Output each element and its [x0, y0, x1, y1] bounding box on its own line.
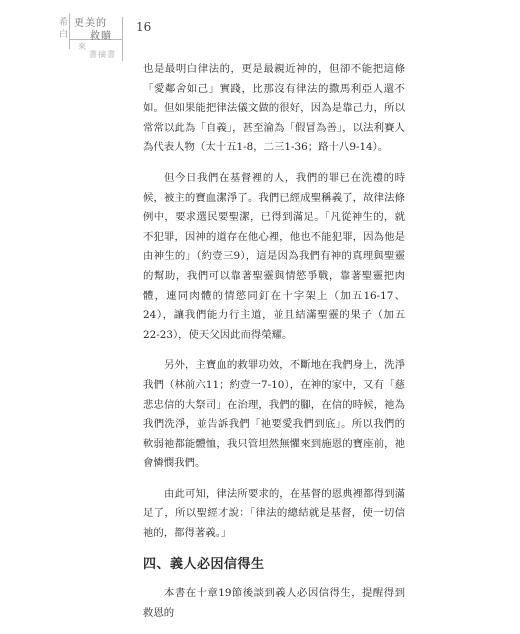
paragraph: 也是最明白律法的，更是最親近神的，但卻不能把這條「愛鄰舍如己」實踐，比那沒有律法的撒馬利亞人還不如。但如果能把律法儀文做的很好，因為是靠己力，所以常常以此為「自義」，甚至淪為「假冒為善」，以法利賽人為代表人物（太十五1-8，二三1-36；路十八9-14）。	[143, 63, 405, 154]
page-number: 16	[136, 20, 152, 34]
logo-text: 更美的	[74, 18, 107, 29]
header-logo	[56, 9, 176, 59]
logo-divider-right	[122, 17, 123, 61]
logo-text: 書摘書	[89, 50, 116, 59]
logo-divider-vertical	[69, 13, 70, 49]
paragraph: 本書在十章19節後談到義人必因信得生，提醒得到救恩的	[143, 587, 405, 619]
paragraph: 由此可知，律法所要求的，在基督的恩典裡都得到滿足了，所以聖經才說：「律法的總結就是基督，使一切信祂的，都得著義。」	[143, 487, 405, 540]
logo-text: 救贖	[90, 31, 112, 42]
logo-text: 希	[59, 18, 69, 28]
logo-text: 來	[78, 42, 86, 51]
section-heading: 四、義人必因信得生	[143, 556, 265, 572]
paragraph: 但今日我們在基督裡的人，我們的罪已在洗禮的時候，被主的寶血潔淨了。我們已經成聖稱義了，故律法條例中，要求選民要聖潔，已得到滿足。「凡從神生的，就不犯罪，因神的道存在他心裡，他也不能犯罪，因為他是由神生的」（約壹三9），這是因為我們有神的真理與聖靈的幫助，我們可以靠著聖靈與情慾爭戰，靠著聖靈把肉體，連同肉體的情慾同釘在十字架上（加五16-17、24），讓我們能力行主道，並且結滿聖靈的果子（加五22-23），使天父因此而得榮耀。	[143, 171, 405, 341]
paragraph: 另外，主寶血的救罪功效，不斷地在我們身上，洗淨我們（林前六11；約壹一7-10），在神的家中，又有「慈悲忠信的大祭司」在治理，我們的腳，在信的時候，祂為我們洗淨，並告訴我們「祂要愛我們到底」。所以我們的軟弱祂都能體恤，我只管坦然無懼來到施恩的寶座前，祂會憐憫我們。	[143, 359, 405, 470]
page-content	[143, 60, 405, 634]
logo-text: 白	[59, 30, 69, 40]
